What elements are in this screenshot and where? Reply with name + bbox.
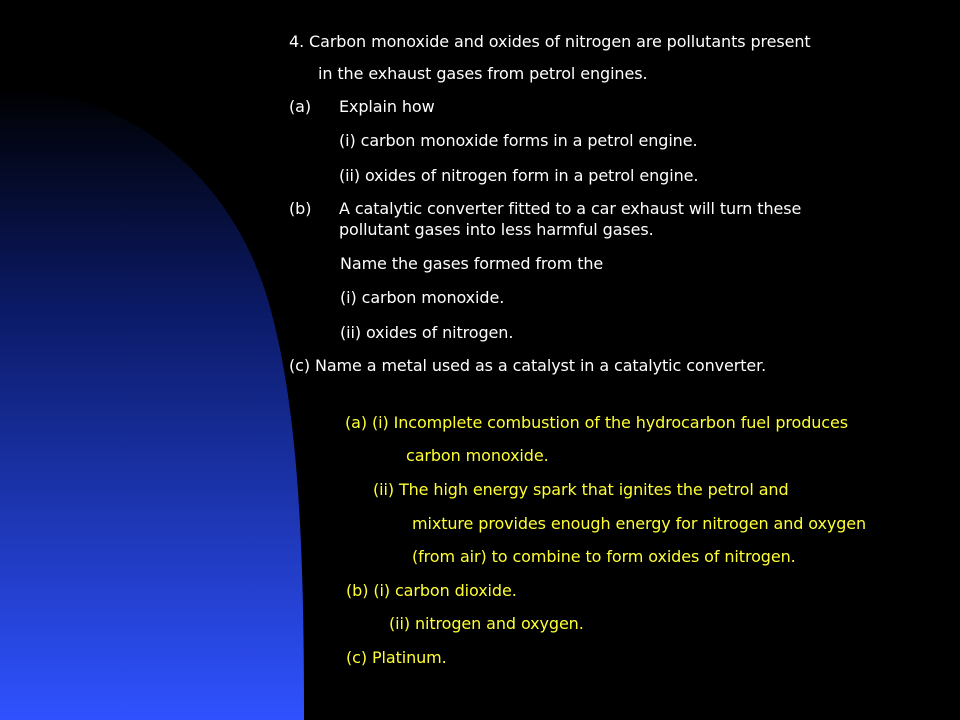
answer-part-a-ii-3: (from air) to combine to form oxides of nitrogen. [412, 547, 796, 566]
question-part-b-text-2: pollutant gases into less harmful gases. [339, 220, 654, 239]
question-line-1: 4. Carbon monoxide and oxides of nitrogen are pollutants present [289, 32, 811, 51]
question-part-c: (c) Name a metal used as a catalyst in a catalytic converter. [289, 356, 767, 375]
question-line-2: in the exhaust gases from petrol engines. [318, 64, 648, 83]
question-part-b-i: (i) carbon monoxide. [340, 288, 505, 307]
answer-part-a-i-1: (a) (i) Incomplete combustion of the hydrocarbon fuel produces [345, 413, 848, 432]
answer-part-b-i: (b) (i) carbon dioxide. [346, 581, 517, 600]
answer-part-b-ii: (ii) nitrogen and oxygen. [389, 614, 584, 633]
question-part-b-label: (b) [289, 199, 312, 218]
answer-part-a-ii-1: (ii) The high energy spark that ignites the petrol and [373, 480, 789, 499]
question-part-a-ii: (ii) oxides of nitrogen form in a petrol engine. [339, 166, 699, 185]
question-part-b-text-1: A catalytic converter fitted to a car exhaust will turn these [339, 199, 802, 218]
question-part-b-ii: (ii) oxides of nitrogen. [340, 323, 514, 342]
answer-part-a-ii-2: mixture provides enough energy for nitrogen and oxygen [412, 514, 867, 533]
question-part-a-text: Explain how [339, 97, 435, 116]
answer-part-c: (c) Platinum. [346, 648, 447, 667]
question-part-a-i: (i) carbon monoxide forms in a petrol engine. [339, 131, 698, 150]
answer-part-a-i-2: carbon monoxide. [406, 446, 549, 465]
question-part-a-label: (a) [289, 97, 311, 116]
question-part-b-name-gases: Name the gases formed from the [340, 254, 604, 273]
